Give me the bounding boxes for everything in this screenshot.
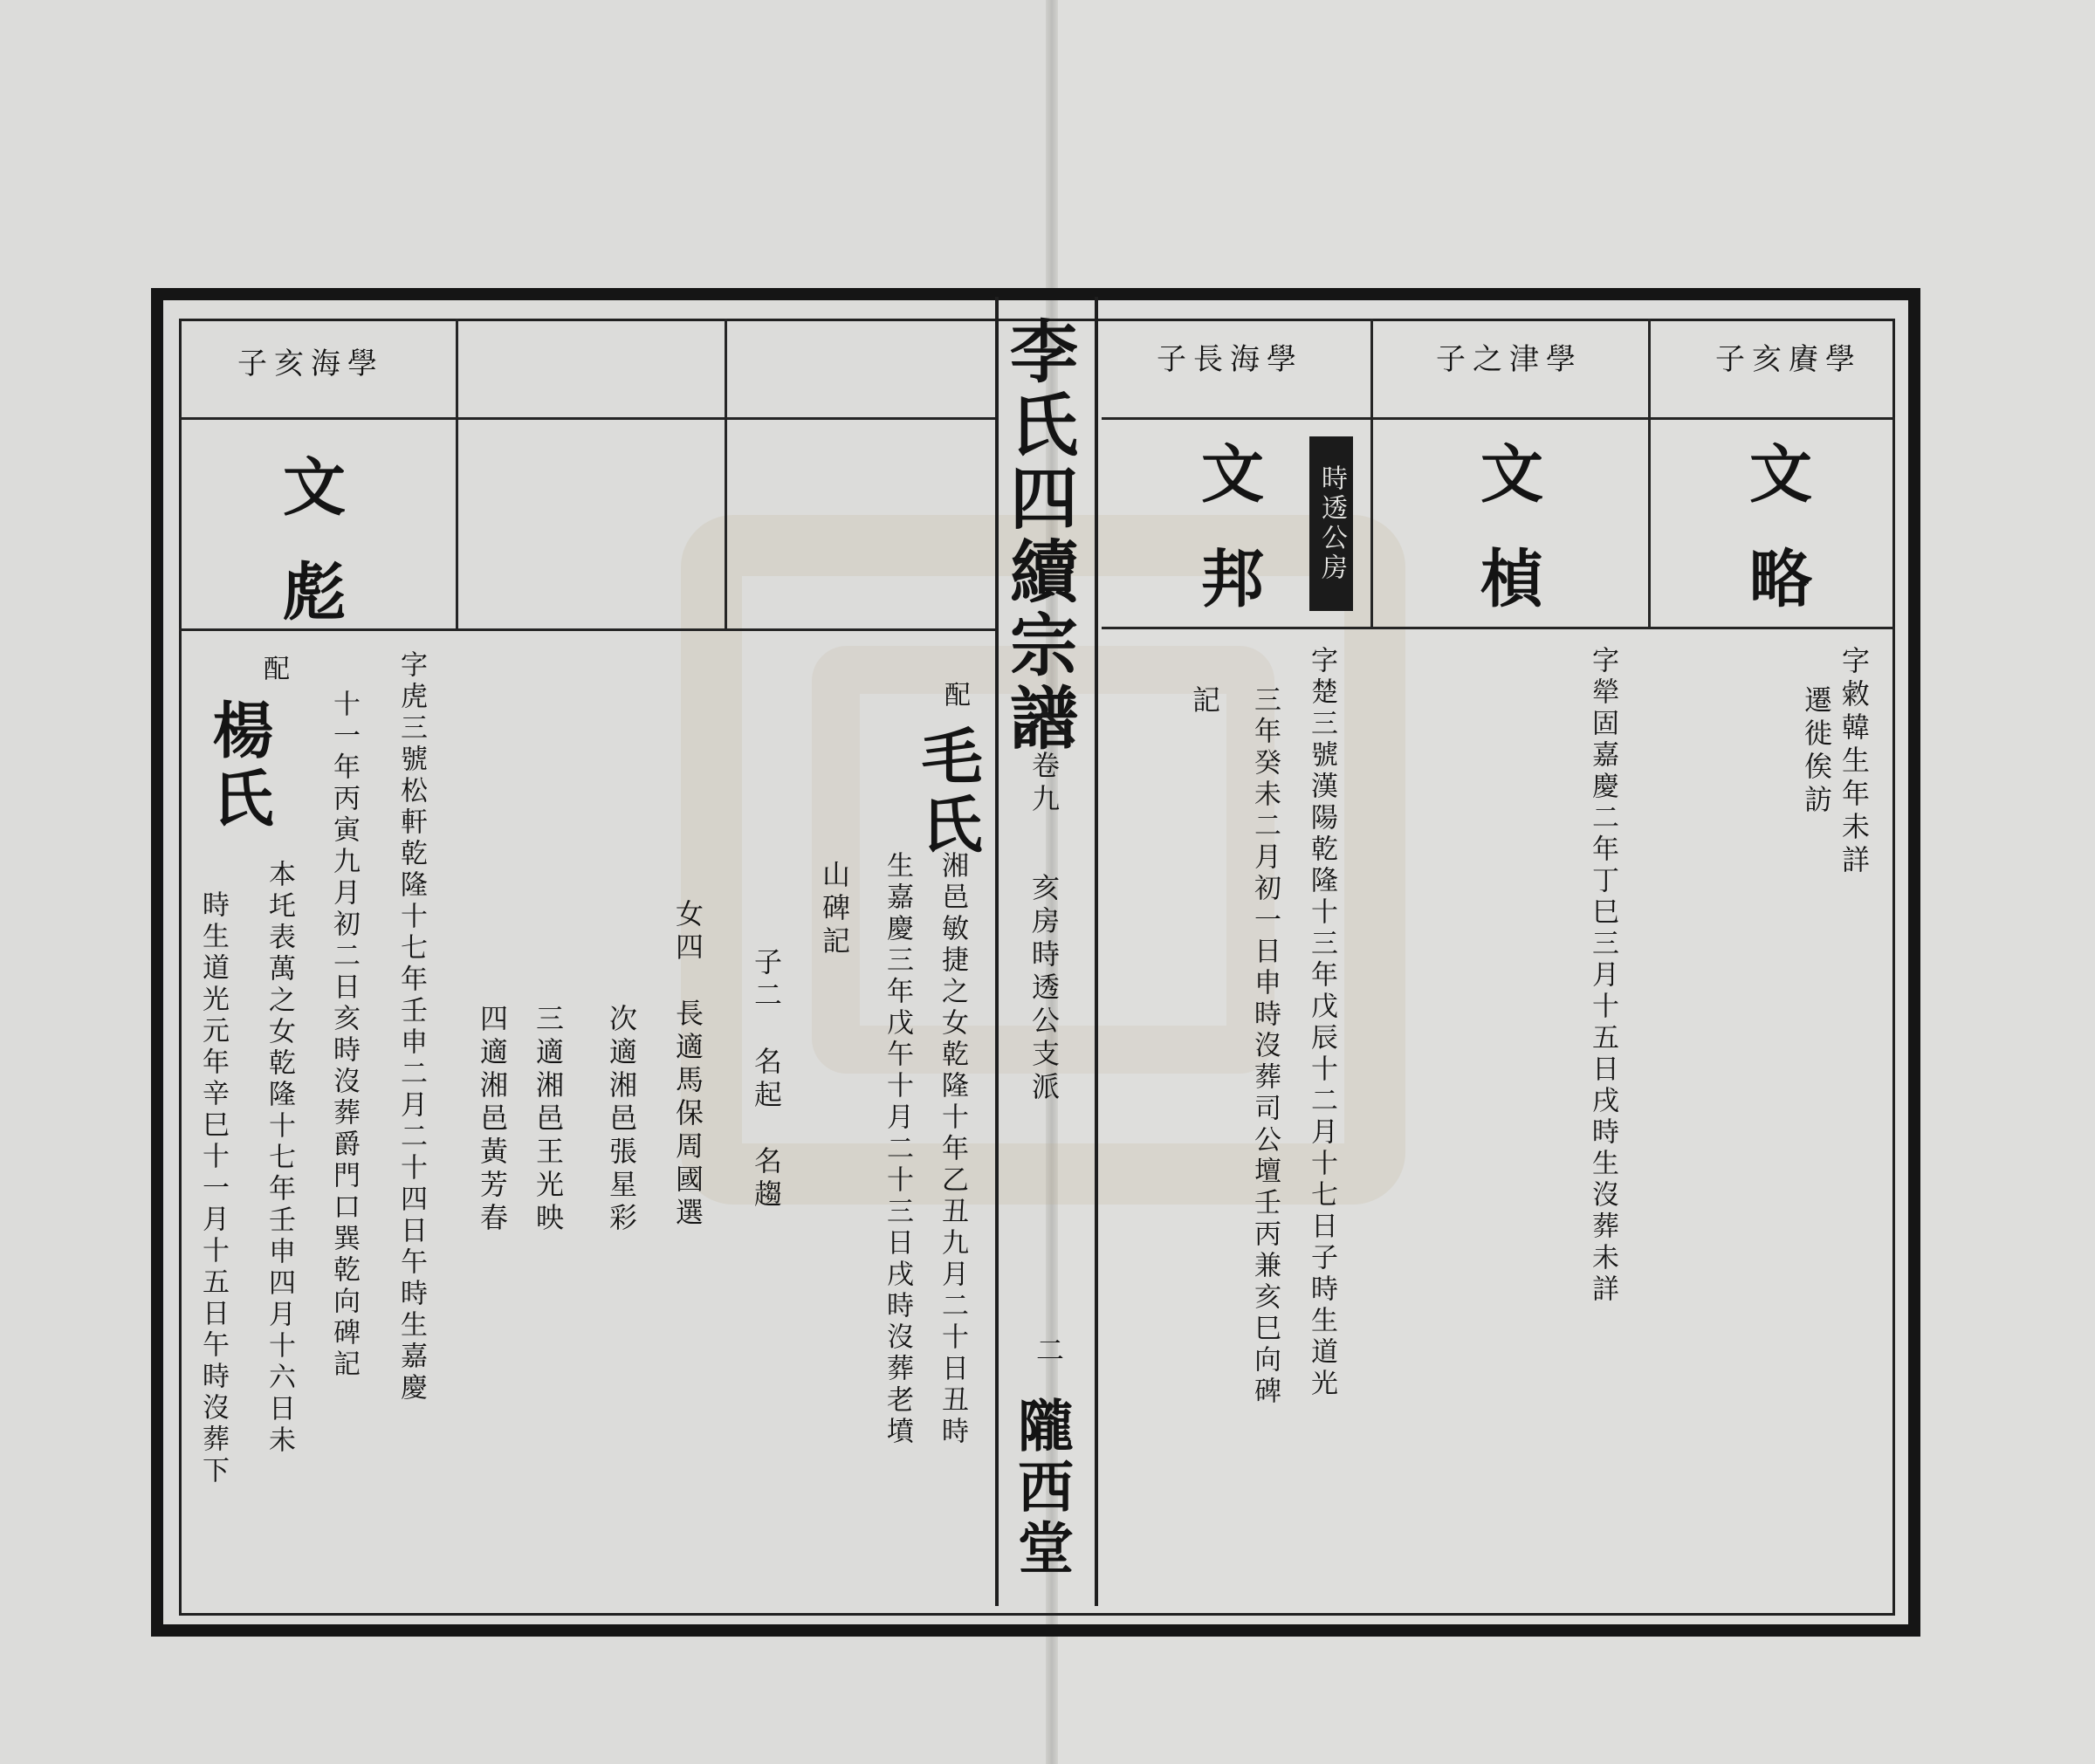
entry-name: 文略 (1739, 441, 1813, 650)
branch-label: 亥房時透公支派 (1027, 873, 1061, 1105)
header-rule (1102, 417, 1895, 420)
entry-line: 遷徙俟訪 (1800, 685, 1833, 818)
book-title: 李氏四續宗譜 (999, 316, 1078, 756)
entry-name: 文楨 (1470, 441, 1544, 650)
spouse-name: 楊氏 (203, 698, 275, 834)
entry-line: 字虎三號松軒乾隆十七年壬申二月二十四日午時生嘉慶 (395, 650, 427, 1404)
volume-label: 卷九 (1027, 751, 1061, 817)
header-rule (179, 417, 995, 420)
hall-name: 隴西堂 (1008, 1397, 1074, 1580)
entry-name: 文邦 (1191, 441, 1265, 650)
entry-line: 字楚三號漢陽乾隆十三年戊辰十二月十七日子時生道光 (1306, 646, 1337, 1400)
page-number: 二 (1032, 1335, 1065, 1369)
entry-line: 字犖固嘉慶二年丁巳三月十五日戌時生沒葬未詳 (1587, 646, 1618, 1306)
entry-name: 文彪 (272, 454, 347, 663)
spouse-line: 湘邑敏捷之女乾隆十年乙丑九月二十日丑時 (937, 851, 968, 1448)
child-line: 三適湘邑王光映 (532, 1004, 565, 1236)
entry-line: 十一年丙寅九月初二日亥時沒葬爵門口巽乾向碑記 (328, 690, 360, 1381)
column-divider (1370, 319, 1373, 628)
branch-badge: 時透公房 (1309, 436, 1353, 611)
chevron-mark (1014, 709, 1075, 744)
entry-header: 學海長子 (1157, 342, 1303, 377)
child-line: 四適湘邑黃芳春 (476, 1004, 509, 1236)
spouse-prefix: 配 (939, 681, 970, 707)
spouse-line: 生嘉慶三年戊午十月二十三日戌時沒葬老墳 (882, 851, 913, 1448)
child-line: 女四 長適馬保周國選 (671, 899, 704, 1231)
spouse-line: 時生道光元年辛巳十一月十五日午時沒葬下 (197, 890, 229, 1487)
column-divider (456, 319, 458, 628)
spouse-name: 毛氏 (911, 724, 984, 861)
entry-header: 學海亥子 (237, 347, 384, 381)
spouse-line: 本圫表萬之女乾隆十七年壬申四月十六日未 (264, 860, 295, 1457)
spouse-line: 山碑記 (818, 860, 851, 959)
spouse-prefix: 配 (258, 655, 289, 681)
entry-header: 學賡亥子 (1715, 342, 1862, 377)
child-line: 子二 名起 名趨 (750, 947, 783, 1212)
entry-line: 字敹韓生年未詳 (1837, 646, 1871, 878)
column-divider (1648, 319, 1651, 628)
child-line: 次適湘邑張星彩 (605, 1004, 638, 1236)
column-divider (725, 319, 727, 628)
entry-line: 記 (1188, 685, 1221, 718)
entry-header: 學津之子 (1436, 342, 1583, 377)
entry-line: 三年癸未二月初一日申時沒葬司公壇壬丙兼亥巳向碑 (1249, 685, 1281, 1408)
